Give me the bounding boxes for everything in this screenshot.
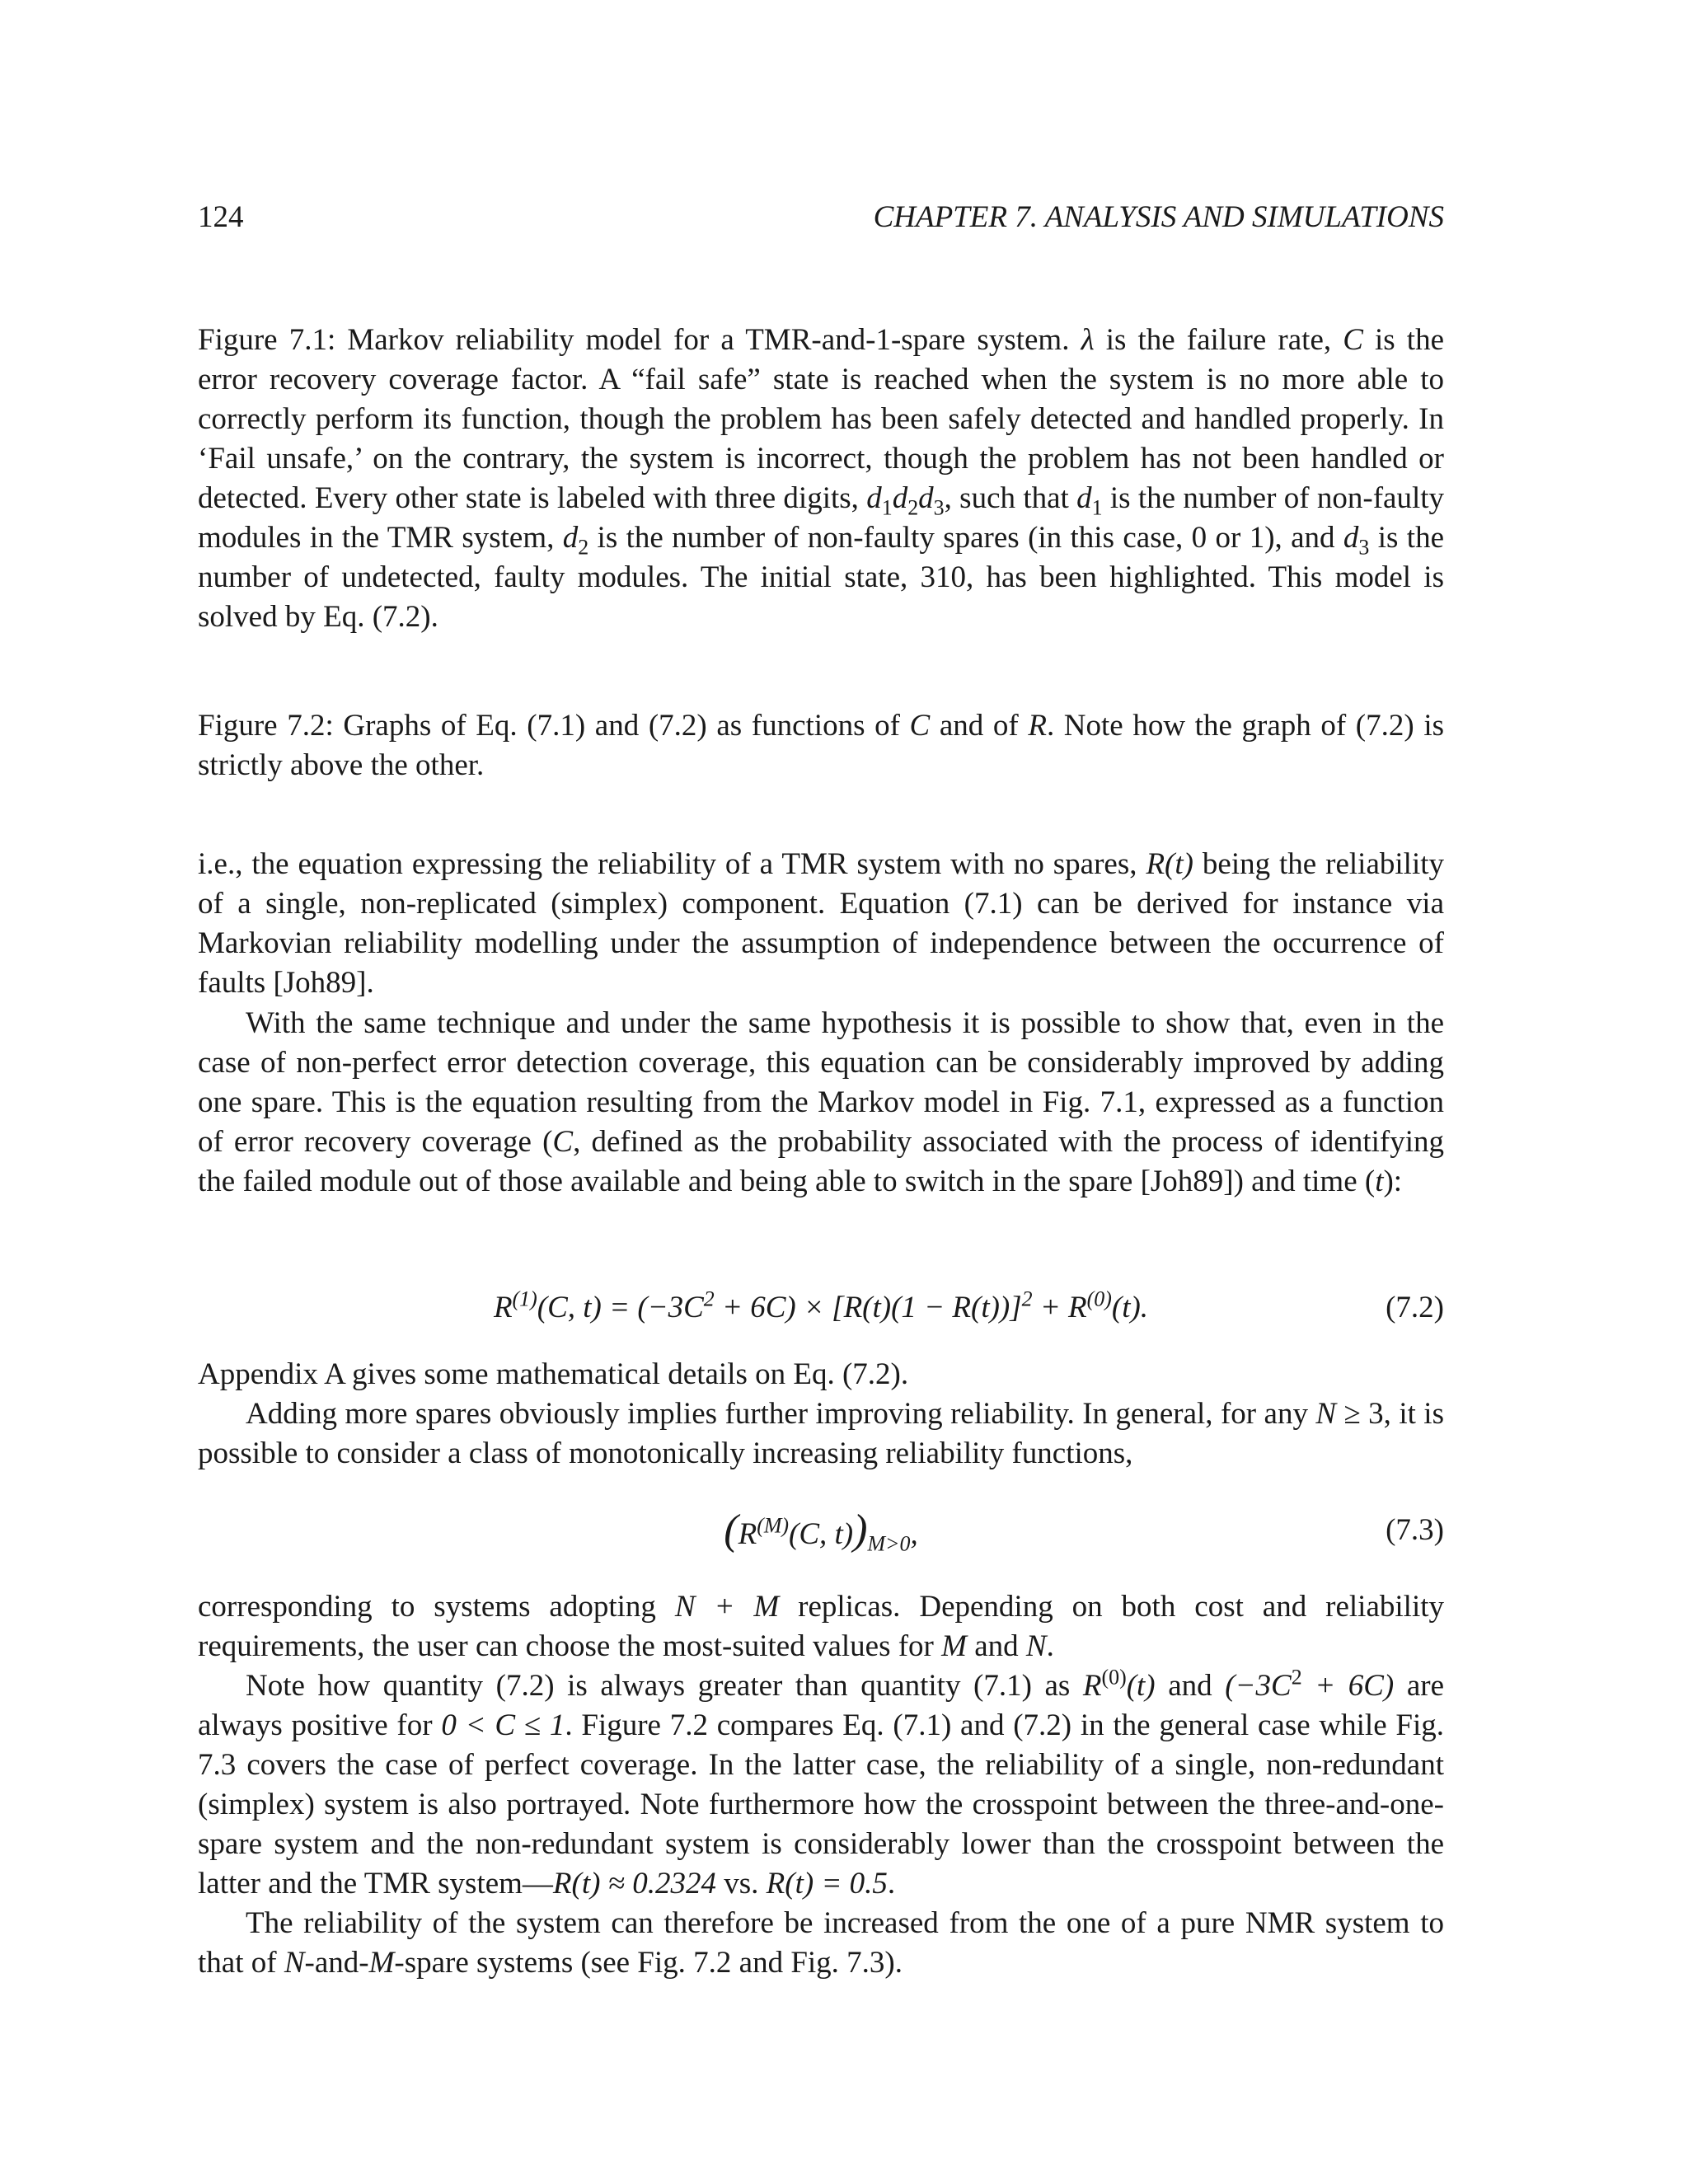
body-paragraph-5: corresponding to systems adopting N + M replicas. Depending on both cost and reliability requirements, the user can choose the most-suited values for M and N. <box>198 1590 1445 1663</box>
page-number: 124 <box>198 200 244 234</box>
running-head <box>198 199 1444 236</box>
body-paragraph-4: Adding more spares obviously implies further improving reliability. In general, for any N ≥ 3, it is possible to consider a class of monotonically increasing reliability functions, <box>198 1397 1444 1470</box>
body-paragraph-1: i.e., the equation expressing the reliability of a TMR system with no spares, R(t) being the reliability of a single, non-replicated (simplex) component. Equation (7.1) can be derived for instance via Markovian reliability modelling under the assumption of independence between the occurrence of faults [Joh89]. <box>198 847 1444 1000</box>
equation-7-3-number: (7.3) <box>1386 1513 1444 1547</box>
body-paragraph-3: Appendix A gives some mathematical details on Eq. (7.2). <box>198 1357 909 1391</box>
equation-7-2-body: $R^{(1)}(C$, $t) = (-3C^2 + 6C) \times [R(t)(1 - R(t))]^2 + R^{(0)}(t)$. <box>493 1286 1149 1324</box>
figure-7-2-caption: Figure 7.2: Graphs of Eq. (7.1) and (7.2) as functions of C and of R. Note how the graph of (7.2) is strictly above the other. <box>198 709 1445 782</box>
equation-7-3 <box>198 1507 1444 1554</box>
page <box>198 0 1444 2184</box>
equation-7-2 <box>198 1284 1444 1332</box>
equation-7-2-number: (7.2) <box>1386 1291 1444 1324</box>
chapter-title: CHAPTER 7. ANALYSIS AND SIMULATIONS <box>873 200 1444 234</box>
body-paragraph-6: Note how quantity (7.2) is always greater than quantity (7.1) as $R^{(0)}(t)$ and $(-3C^2 + 6C)$ are always positive for 0 < C ≤ 1. Figure 7.2 compares Eq. (7.1) and (7.2) in the general case while Fig. 7.3 covers the case of perfect coverage. In the latter case, the reliability of a single, non-redundant (simplex) system is also portrayed. Note furthermore how the crosspoint between the three-and-one-spare system and the non-redundant system is considerably lower than the crosspoint between the latter and the TMR system—R(t) ≈ 0.2324 vs. R(t) = 0.5. <box>198 1665 1445 1900</box>
equation-7-3-body: ($R^{(M)}(C$, $t))_{M>0}$, <box>724 1507 918 1556</box>
figure-7-1-caption: Figure 7.1: Markov reliability model for a TMR-and-1-spare system. λ is the failure rate, C is the error recovery coverage factor. A “fail safe” state is reached when the system is no more able to correctly perform its function, though the problem has been safely detected and handled properly. In ‘Fail unsafe,’ on the contrary, the system is incorrect, though the problem has not been handled or detected. Every other state is labeled with three digits, $d_1d_2d_3$, such that $d_1$ is the number of non-faulty modules in the TMR system, $d_2$ is the number of non-faulty spares (in this case, 0 or 1), and $d_3$ is the number of undetected, faulty modules. The initial state, 310, has been highlighted. This model is solved by Eq. (7.2). <box>198 323 1445 634</box>
body-paragraph-2: With the same technique and under the same hypothesis it is possible to show that, even in the case of non-perfect error detection coverage, this equation can be considerably improved by adding one spare. This is the equation resulting from the Markov model in Fig. 7.1, expressed as a function of error recovery coverage (C, defined as the probability associated with the process of identifying the failed module out of those available and being able to switch in the spare [Joh89]) and time (t): <box>198 1006 1444 1198</box>
body-paragraph-7: The reliability of the system can therefore be increased from the one of a pure NMR system to that of N-and-M-spare systems (see Fig. 7.2 and Fig. 7.3). <box>198 1906 1444 1980</box>
